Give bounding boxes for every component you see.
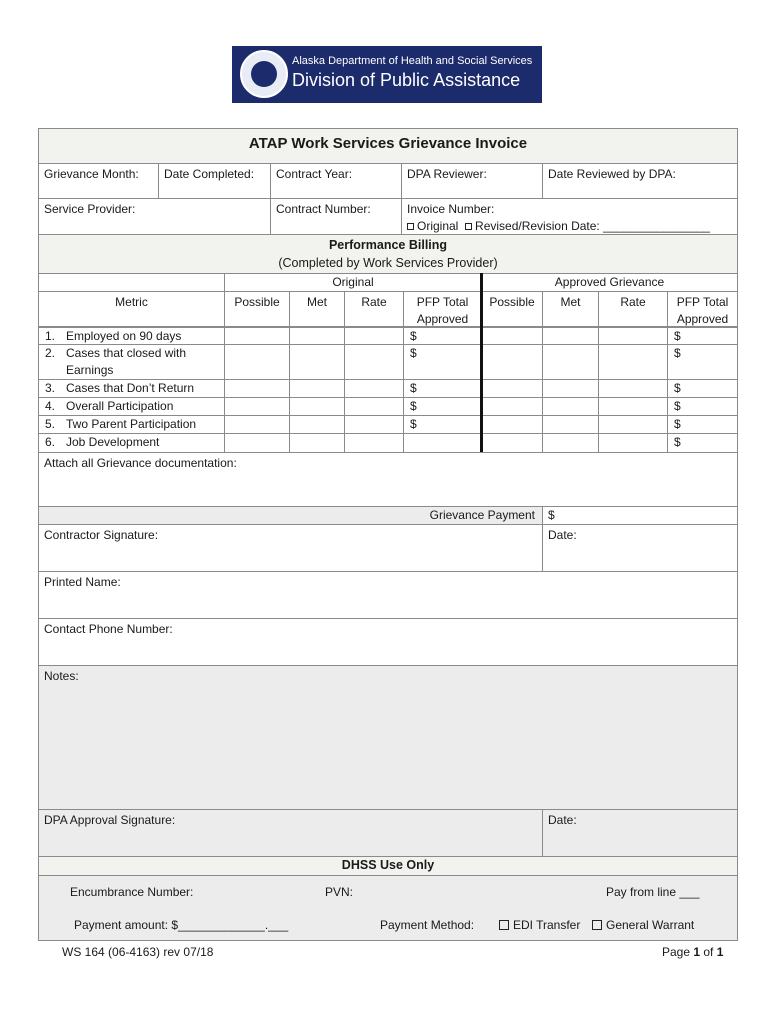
grievance-payment-label: Grievance Payment xyxy=(38,506,543,525)
performance-title: Performance Billing xyxy=(328,238,448,252)
revised-checkbox[interactable] xyxy=(465,223,472,230)
approved-group-label: Approved Grievance xyxy=(481,273,738,292)
performance-billing-header xyxy=(38,234,738,274)
table-cell[interactable] xyxy=(344,397,404,416)
original-checkbox[interactable] xyxy=(407,223,414,230)
form-code: WS 164 (06-4163) rev 07/18 xyxy=(62,945,214,959)
state-seal-icon xyxy=(240,50,288,98)
contractor-date-field[interactable]: Date: xyxy=(542,524,738,572)
col-approved-pfp-total xyxy=(667,291,738,327)
table-cell[interactable] xyxy=(542,397,599,416)
original-pfp-total-cell[interactable]: $ xyxy=(403,397,482,416)
grievance-month-field[interactable]: Grievance Month: xyxy=(38,163,159,199)
table-cell[interactable] xyxy=(344,344,404,380)
approved-pfp-total-cell[interactable]: $ xyxy=(667,327,738,345)
page-number: 1 xyxy=(693,945,701,959)
table-cell[interactable] xyxy=(542,344,599,380)
col-approved-possible: Possible xyxy=(481,291,543,327)
metric-text: Cases that Don’t Return xyxy=(66,381,195,395)
metric-text: Cases that closed with xyxy=(66,346,187,360)
table-cell[interactable] xyxy=(289,397,345,416)
edi-transfer-checkbox[interactable] xyxy=(499,920,509,930)
table-cell[interactable] xyxy=(598,344,668,380)
page-prefix: Page xyxy=(662,945,694,959)
col-approved-pfp-line1: PFP Total xyxy=(676,295,729,309)
group-divider xyxy=(480,273,483,453)
table-cell[interactable] xyxy=(224,379,290,398)
date-completed-field[interactable]: Date Completed: xyxy=(158,163,271,199)
table-cell[interactable] xyxy=(224,415,290,434)
metric-number: 2. xyxy=(45,346,56,360)
metric-label xyxy=(38,415,225,434)
table-cell[interactable] xyxy=(481,415,543,434)
revised-label: Revised/Revision Date: ________________ xyxy=(475,219,710,233)
table-cell[interactable] xyxy=(598,433,668,453)
col-met: Met xyxy=(289,291,345,327)
printed-name-field[interactable]: Printed Name: xyxy=(38,571,738,619)
page-total: 1 xyxy=(716,945,724,959)
table-cell[interactable] xyxy=(481,327,543,345)
general-warrant-option[interactable] xyxy=(592,917,694,934)
invoice-number-label: Invoice Number: xyxy=(407,202,495,216)
col-pfp-total xyxy=(403,291,482,327)
dhss-use-only-header: DHSS Use Only xyxy=(38,856,738,876)
logo-division: Division of Public Assistance xyxy=(292,70,521,90)
original-pfp-total-cell[interactable] xyxy=(403,433,482,453)
contract-year-field[interactable]: Contract Year: xyxy=(270,163,402,199)
page-of: of xyxy=(700,945,717,959)
table-cell[interactable] xyxy=(224,327,290,345)
col-pfp-line1: PFP Total xyxy=(416,295,469,309)
metric-label xyxy=(38,433,225,453)
metric-label xyxy=(38,379,225,398)
pvn-label[interactable]: PVN: xyxy=(325,885,354,899)
metric-text-continued: Earnings xyxy=(66,363,114,377)
edi-transfer-option[interactable] xyxy=(499,917,580,934)
table-cell[interactable] xyxy=(481,433,543,453)
date-reviewed-field[interactable]: Date Reviewed by DPA: xyxy=(542,163,738,199)
col-approved-met: Met xyxy=(542,291,599,327)
payment-method-label: Payment Method: xyxy=(380,918,475,932)
form-title: ATAP Work Services Grievance Invoice xyxy=(38,128,738,164)
grievance-payment-field[interactable]: $ xyxy=(542,506,738,525)
table-cell[interactable] xyxy=(598,379,668,398)
table-cell[interactable] xyxy=(481,379,543,398)
table-cell[interactable] xyxy=(289,379,345,398)
col-metric: Metric xyxy=(38,291,225,327)
table-cell[interactable] xyxy=(542,433,599,453)
metric-label xyxy=(38,397,225,416)
metric-number: 3. xyxy=(45,381,56,395)
dpa-reviewer-field[interactable]: DPA Reviewer: xyxy=(401,163,543,199)
payment-amount-label[interactable]: Payment amount: $_____________.___ xyxy=(74,918,289,932)
original-label: Original xyxy=(417,219,459,233)
table-cell[interactable] xyxy=(344,415,404,434)
contractor-signature-field[interactable]: Contractor Signature: xyxy=(38,524,543,572)
approved-pfp-total-cell[interactable]: $ xyxy=(667,415,738,434)
metric-label xyxy=(38,327,225,345)
original-group-label: Original xyxy=(224,273,482,292)
service-provider-field[interactable]: Service Provider: xyxy=(38,198,271,235)
table-cell[interactable] xyxy=(224,433,290,453)
table-cell[interactable] xyxy=(481,344,543,380)
contact-phone-field[interactable]: Contact Phone Number: xyxy=(38,618,738,666)
table-cell[interactable] xyxy=(224,344,290,380)
table-cell[interactable] xyxy=(542,327,599,345)
table-cell[interactable] xyxy=(289,433,345,453)
logo-department: Alaska Department of Health and Social Services xyxy=(292,55,533,67)
original-pfp-total-cell[interactable]: $ xyxy=(403,379,482,398)
edi-transfer-label: EDI Transfer xyxy=(513,918,581,932)
table-cell[interactable] xyxy=(289,415,345,434)
approved-pfp-total-cell[interactable]: $ xyxy=(667,344,738,380)
table-cell[interactable] xyxy=(598,327,668,345)
metric-text: Employed on 90 days xyxy=(66,329,182,343)
table-cell[interactable] xyxy=(542,379,599,398)
metric-number: 6. xyxy=(45,435,56,449)
table-cell[interactable] xyxy=(344,327,404,345)
metric-number: 5. xyxy=(45,417,56,431)
metric-label xyxy=(38,344,225,380)
table-cell[interactable] xyxy=(598,397,668,416)
col-rate: Rate xyxy=(344,291,404,327)
table-cell[interactable] xyxy=(224,397,290,416)
general-warrant-checkbox[interactable] xyxy=(592,920,602,930)
metric-number: 4. xyxy=(45,399,56,413)
page-indicator xyxy=(662,944,723,961)
metric-text: Job Development xyxy=(66,435,160,449)
col-approved-rate: Rate xyxy=(598,291,668,327)
encumbrance-number-label[interactable]: Encumbrance Number: xyxy=(70,885,194,899)
table-cell[interactable] xyxy=(598,415,668,434)
table-cell[interactable] xyxy=(481,397,543,416)
general-warrant-label: General Warrant xyxy=(606,918,695,932)
col-approved-pfp-line2: Approved xyxy=(676,312,729,326)
performance-subtitle: (Completed by Work Services Provider) xyxy=(278,256,498,270)
original-pfp-total-cell[interactable]: $ xyxy=(403,415,482,434)
pay-from-line-label[interactable]: Pay from line ___ xyxy=(606,885,700,899)
original-pfp-total-cell[interactable]: $ xyxy=(403,344,482,380)
original-pfp-total-cell[interactable]: $ xyxy=(403,327,482,345)
table-cell[interactable] xyxy=(289,344,345,380)
notes-field[interactable]: Notes: xyxy=(38,665,738,810)
dpa-approval-signature-field[interactable]: DPA Approval Signature: xyxy=(38,809,543,857)
metric-text: Overall Participation xyxy=(66,399,174,413)
attach-documentation-field[interactable]: Attach all Grievance documentation: xyxy=(38,452,738,507)
col-possible: Possible xyxy=(224,291,290,327)
contract-number-field[interactable]: Contract Number: xyxy=(270,198,402,235)
table-cell[interactable] xyxy=(344,433,404,453)
approved-pfp-total-cell[interactable]: $ xyxy=(667,379,738,398)
approved-pfp-total-cell[interactable]: $ xyxy=(667,397,738,416)
table-cell[interactable] xyxy=(542,415,599,434)
col-pfp-line2: Approved xyxy=(416,312,469,326)
dpa-logo xyxy=(232,46,542,103)
metric-text: Two Parent Participation xyxy=(66,417,197,431)
table-cell[interactable] xyxy=(344,379,404,398)
approved-pfp-total-cell[interactable]: $ xyxy=(667,433,738,453)
invoice-number-field[interactable] xyxy=(401,198,738,235)
table-corner xyxy=(38,273,225,292)
metric-number: 1. xyxy=(45,329,56,343)
dpa-date-field[interactable]: Date: xyxy=(542,809,738,857)
table-cell[interactable] xyxy=(289,327,345,345)
